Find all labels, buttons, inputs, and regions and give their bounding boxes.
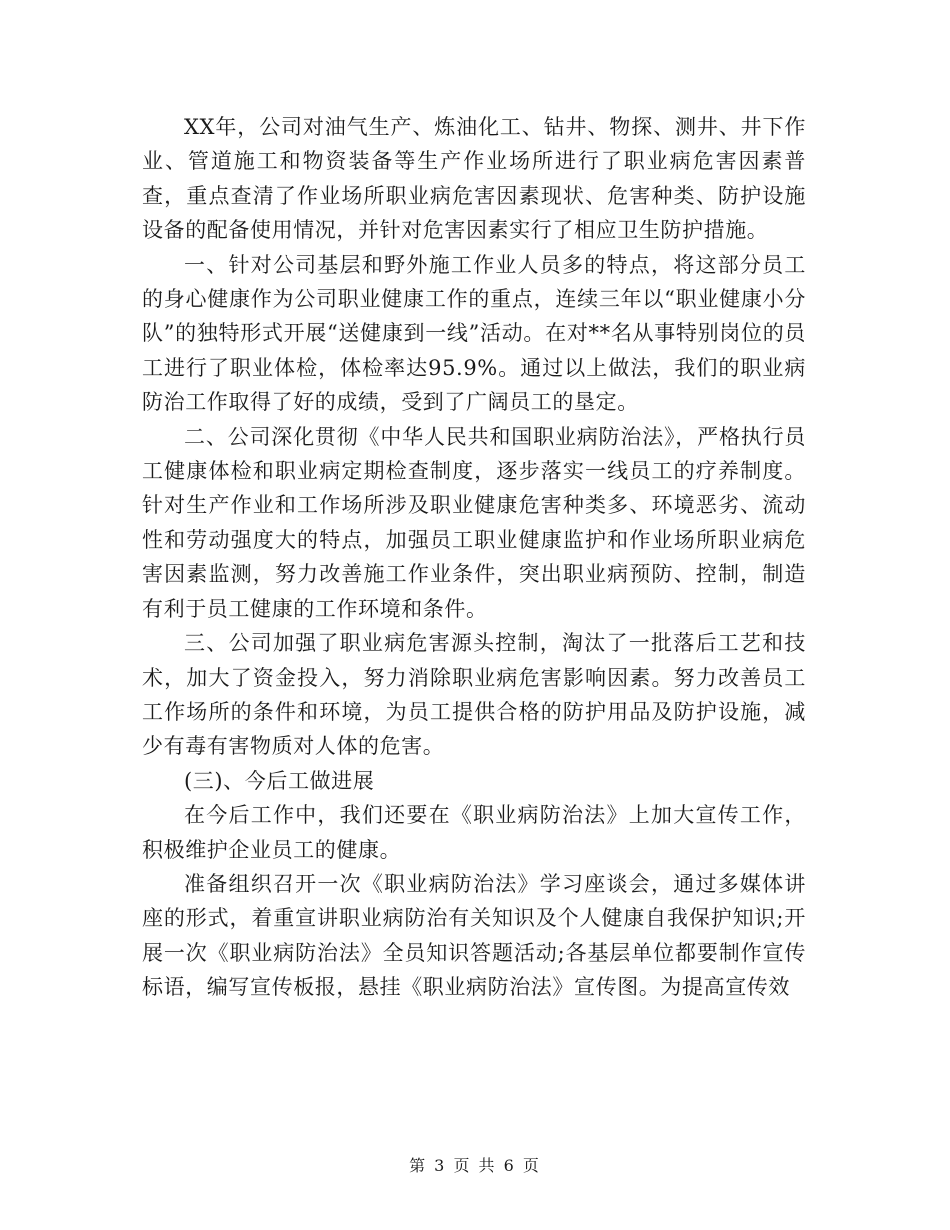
document-body bbox=[142, 110, 806, 1005]
paragraph-survey: XX年，公司对油气生产、炼油化工、钻井、物探、测井、井下作业、管道施工和物资装备等生产作业场所进行了职业病危害因素普查，重点查清了作业场所职业病危害因素现状、危害种类、防护设施设备的配备使用情况，并针对危害因素实行了相应卫生防护措施。 bbox=[142, 115, 806, 243]
page-number-footer: 第 3 页 共 6 页 bbox=[409, 1156, 541, 1175]
paragraph-future-intro: 在今后工作中，我们还要在《职业病防治法》上加大宣传工作，积极维护企业员工的健康。 bbox=[142, 803, 806, 862]
paragraph-point-three: 三、公司加强了职业病危害源头控制，淘汰了一批落后工艺和技术，加大了资金投入，努力消除职业病危害影响因素。努力改善员工工作场所的条件和环境，为员工提供合格的防护用品及防护设施，减少有毒有害物质对人体的危害。 bbox=[142, 631, 806, 759]
section-heading-future-work: (三)、今后工做进展 bbox=[184, 768, 375, 793]
paragraph-point-one: 一、针对公司基层和野外施工作业人员多的特点，将这部分员工的身心健康作为公司职业健康工作的重点，连续三年以“职业健康小分队”的独特形式开展“送健康到一线”活动。在对**名从事特别岗位的员工进行了职业体检，体检率达95.9%。通过以上做法，我们的职业病防治工作取得了好的成绩，受到了广阔员工的垦定。 bbox=[142, 252, 806, 415]
paragraph-future-plan: 准备组织召开一次《职业病防治法》学习座谈会，通过多媒体讲座的形式，着重宣讲职业病防治有关知识及个人健康自我保护知识;开展一次《职业病防治法》全员知识答题活动;各基层单位都要制作宣传标语，编写宣传板报，悬挂《职业病防治法》宣传图。为提高宣传效 bbox=[142, 871, 806, 1000]
paragraph-point-two: 二、公司深化贯彻《中华人民共和国职业病防治法》，严格执行员工健康体检和职业病定期检查制度，逐步落实一线员工的疗养制度。针对生产作业和工作场所涉及职业健康危害种类多、环境恶劣、流动性和劳动强度大的特点，加强员工职业健康监护和作业场所职业病危害因素监测，努力改善施工作业条件，突出职业病预防、控制，制造有利于员工健康的工作环境和条件。 bbox=[142, 424, 806, 621]
